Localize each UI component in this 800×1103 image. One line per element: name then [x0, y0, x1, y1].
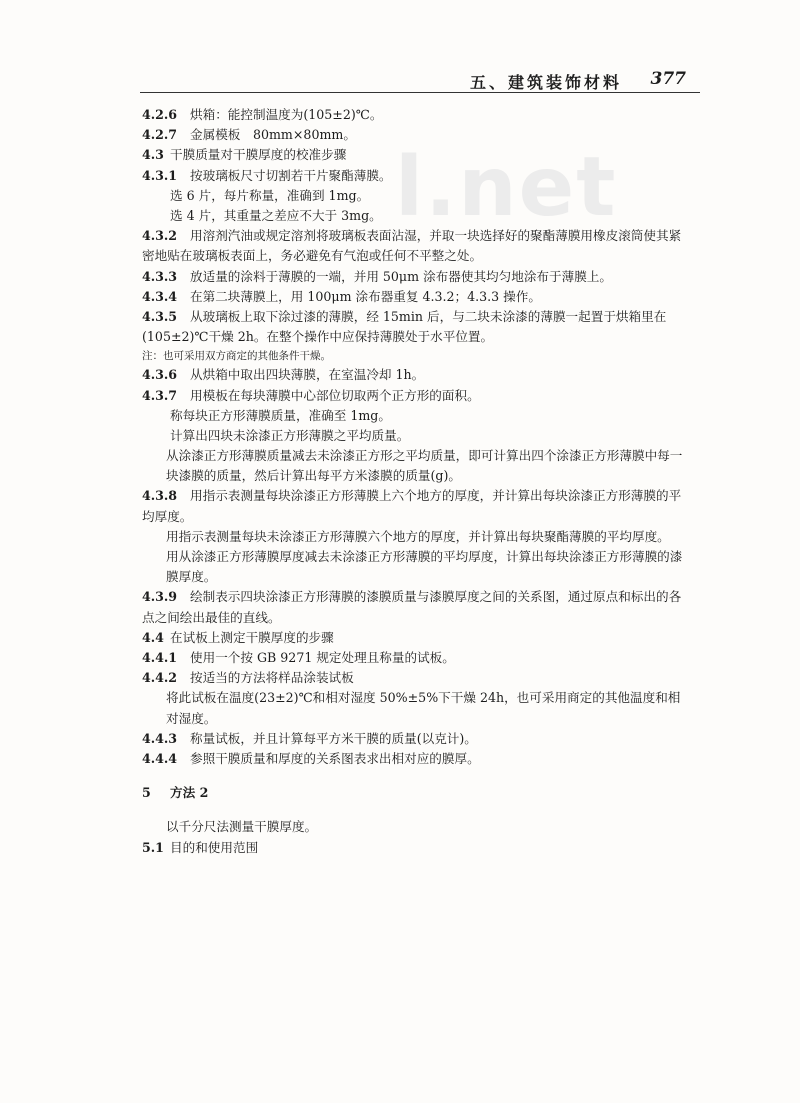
clause-text: 称量试板，并且计算每平方米干膜的质量(以克计)。: [190, 730, 477, 746]
paragraph: 将此试板在温度(23±2)℃和相对湿度 50%±5%下干燥 24h，也可采用商定的其他温度和相对湿度。: [166, 690, 681, 726]
clause-text: 在试板上测定干膜厚度的步骤: [170, 629, 334, 645]
running-header: [140, 62, 700, 93]
clause-4-3-6: [142, 365, 690, 385]
document-body: [142, 105, 690, 858]
clause-4-4-4: [142, 749, 690, 769]
section-5-intro: 以千分尺法测量干膜厚度。: [166, 819, 318, 835]
clause-number: 4.4.2: [142, 670, 178, 686]
clause-number: 4.3.5: [142, 308, 178, 324]
clause-number: 4.3.9: [142, 589, 178, 605]
clause-number: 5.1: [142, 839, 164, 855]
section-title: 方法 2: [170, 785, 209, 801]
paragraph: 用指示表测量每块未涂漆正方形薄膜六个地方的厚度，并计算出每块聚酯薄膜的平均厚度。: [166, 528, 670, 544]
clause-number: 4.3.1: [142, 167, 178, 183]
clause-text: 用指示表测量每块涂漆正方形薄膜上六个地方的厚度，并计算出每块涂漆正方形薄膜的平均厚度。: [142, 488, 682, 524]
paragraph: 从涂漆正方形薄膜质量减去未涂漆正方形之平均质量，即可计算出四个涂漆正方形薄膜中每一块漆膜的质量，然后计算出每平方米漆膜的质量(g)。: [166, 448, 683, 484]
clause-number: 4.3.7: [142, 387, 178, 403]
spacer: [142, 803, 690, 817]
clause-4-3-7: [142, 386, 690, 406]
clause-4-3-3: [142, 267, 690, 287]
clause-text: 按适当的方法将样品涂装试板: [190, 670, 354, 686]
clause-number: 4.3.6: [142, 367, 178, 383]
clause-4-3-8: [142, 486, 690, 526]
note: 注：也可采用双方商定的其他条件干燥。: [142, 350, 331, 363]
clause-text: 目的和使用范围: [170, 839, 259, 855]
clause-number: 4.2.7: [142, 127, 178, 143]
clause-4-4-2: [142, 668, 690, 688]
clause-text: 按玻璃板尺寸切割若干片聚酯薄膜。: [190, 167, 392, 183]
clause-number: 4.3: [142, 147, 164, 163]
clause-4-3-2: [142, 226, 690, 266]
clause-text: 烘箱：能控制温度为(105±2)℃。: [190, 107, 383, 122]
watermark: l.net: [395, 140, 618, 235]
sub-line: 称每块正方形薄膜质量，准确至 1mg。: [170, 407, 391, 423]
clause-4-3: [142, 145, 690, 165]
clause-number: 4.4.3: [142, 730, 178, 746]
clause-number: 4.2.6: [142, 107, 178, 122]
clause-text: 用模板在每块薄膜中心部位切取两个正方形的面积。: [190, 387, 480, 403]
clause-number: 4.3.2: [142, 228, 178, 244]
clause-text: 金属模板 80mm×80mm。: [190, 127, 356, 143]
header-title: 五、建筑装饰材料: [469, 73, 622, 92]
clause-text: 干膜质量对干膜厚度的校准步骤: [170, 147, 347, 163]
clause-text: 用溶剂汽油或规定溶剂将玻璃板表面沾湿，并取一块选择好的聚酯薄膜用橡皮滚筒使其紧密地贴在玻璃板表面上，务必避免有气泡或任何不平整之处。: [142, 228, 682, 264]
clause-4-4: [142, 628, 690, 648]
clause-4-3-9: [142, 587, 690, 627]
clause-4-2-7: [142, 125, 690, 145]
clause-number: 4.3.3: [142, 268, 178, 284]
clause-4-4-3: [142, 729, 690, 749]
clause-text: 在第二块薄膜上，用 100μm 涂布器重复 4.3.2；4.3.3 操作。: [190, 288, 541, 304]
clause-number: 4.3.8: [142, 488, 178, 504]
clause-number: 4.4.4: [142, 751, 178, 767]
clause-text: 从烘箱中取出四块薄膜，在室温冷却 1h。: [190, 367, 425, 383]
clause-number: 4.3.4: [142, 288, 178, 304]
clause-number: 4.4.1: [142, 650, 178, 666]
clause-4-3-5: [142, 307, 690, 347]
clause-4-3-1: [142, 166, 690, 186]
clause-4-2-6: [142, 105, 690, 125]
clause-text: 放适量的涂料于薄膜的一端，并用 50μm 涂布器使其均匀地涂布于薄膜上。: [190, 268, 612, 284]
clause-4-4-1: [142, 648, 690, 668]
page-number: 377: [650, 69, 686, 89]
clause-text: 从玻璃板上取下涂过漆的薄膜，经 15min 后，与二块未涂漆的薄膜一起置于烘箱里在(105±2)℃干燥 2h。在整个操作中应保持薄膜处于水平位置。: [142, 308, 667, 345]
clause-text: 绘制表示四块涂漆正方形薄膜的漆膜质量与漆膜厚度之间的关系图，通过原点和标出的各点之间绘出最佳的直线。: [142, 589, 682, 625]
clause-text: 参照干膜质量和厚度的关系图表求出相对应的膜厚。: [190, 751, 480, 767]
clause-number: 4.4: [142, 629, 164, 645]
sub-line: 选 6 片，每片称量，准确到 1mg。: [170, 187, 370, 203]
sub-line: 选 4 片，其重量之差应不大于 3mg。: [170, 207, 382, 223]
paragraph: 用从涂漆正方形薄膜厚度减去未涂漆正方形薄膜的平均厚度，计算出每块涂漆正方形薄膜的漆膜厚度。: [166, 549, 683, 585]
section-5-heading: [142, 783, 690, 803]
clause-text: 使用一个按 GB 9271 规定处理且称量的试板。: [190, 650, 455, 666]
spacer: [142, 769, 690, 783]
section-number: 5: [142, 785, 151, 801]
clause-5-1: [142, 838, 690, 858]
clause-4-3-4: [142, 287, 690, 307]
sub-line: 计算出四块未涂漆正方形薄膜之平均质量。: [170, 427, 410, 443]
